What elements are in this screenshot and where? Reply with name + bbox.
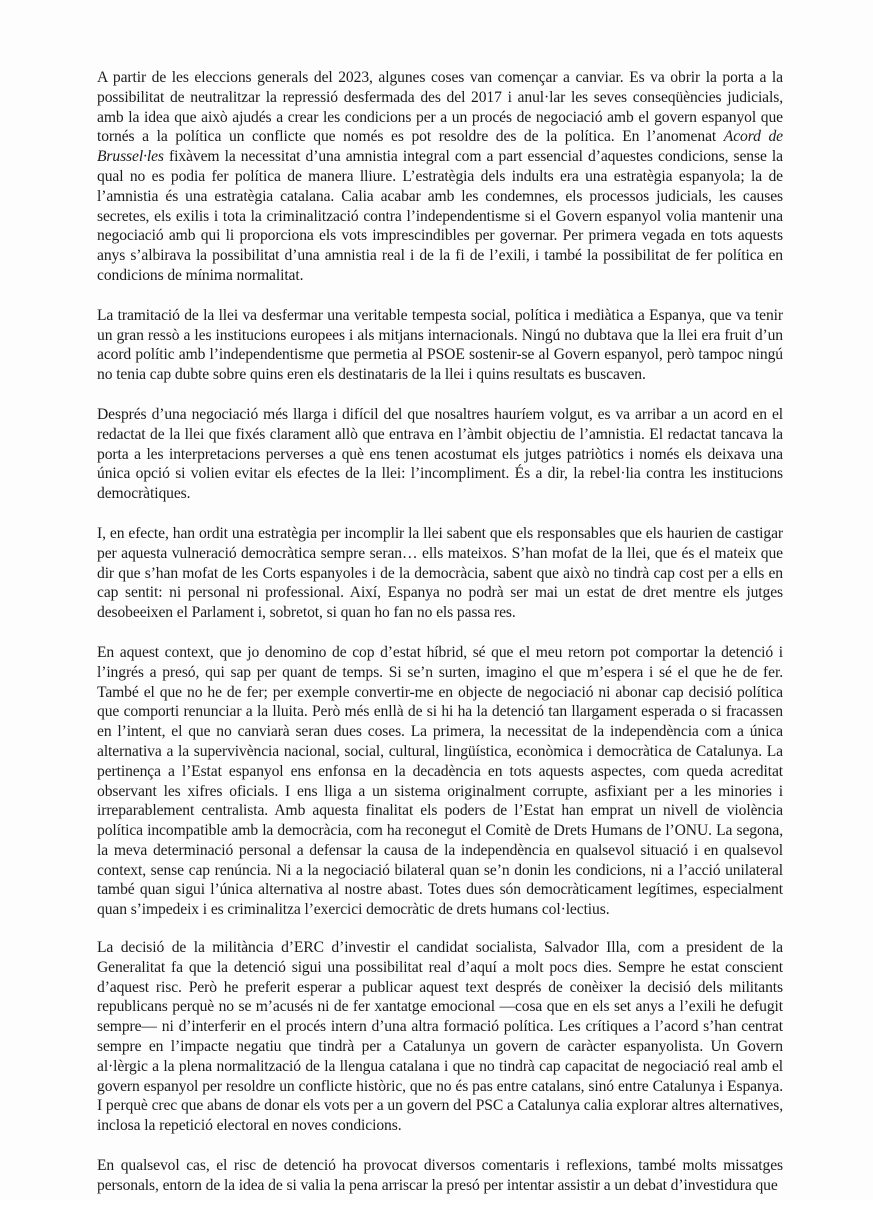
paragraph-4-text: I, en efecte, han ordit una estratègia per incomplir la llei sabent que els responsables que els haurien de castigar per aquesta vulneració democràtica sempre seran… ells mateixos. S’han mofat de la llei, que és el mateix que dir que s’han mofat de les Corts espanyoles i de la democràcia, sabent que això no tindrà cap cost per a ells en cap sentit: ni personal ni professional. Així, Espanya no podrà ser mai un estat de dret mentre els jutges desobeeixen el Parlament i, sobretot, si quan ho fan no els passa res. (97, 524, 783, 622)
paragraph-1-text-a: A partir de les eleccions generals del 2023, algunes coses van començar a canviar. Es va obrir la porta a la possibilitat de neutralitzar la repressió desfermada des del 2017 i anul·lar les seves conseqüències judicials, amb la idea que això ajudés a crear les condicions per a un procés de negociació amb el govern espanyol que tornés a la política un conflicte que només es pot resoldre des de la política. En l’anomenat (97, 69, 783, 146)
paragraph-2-text: La tramitació de la llei va desfermar una veritable tempesta social, política i mediàtica a Espanya, que va tenir un gran ressò a les institucions europees i als mitjans internacionals. Ningú no dubtava que la llei era fruit d’un acord polític amb l’independentisme que permetia al PSOE sostenir-se al Govern espanyol, però tampoc ningú no tenia cap dubte sobre quins eren els destinataris de la llei i quins resultats es buscaven. (97, 306, 783, 384)
paragraph-7 (97, 1156, 783, 1196)
paragraph-4 (97, 524, 783, 623)
paragraph-1-text-b: fixàvem la necessitat d’una amnistia integral com a part essencial d’aquestes condicions, sense la qual no es podia fer política de manera lliure. L’estratègia dels indults era una estratègia espanyola; la de l’amnistia és una estratègia catalana. Calia acabar amb les condemnes, els processos judicials, les causes secretes, els exilis i tota la criminalització contra l’independentisme si el Govern espanyol volia mantenir una negociació amb qui li proporciona els vots imprescindibles per governar. Per primera vegada en tots aquests anys s’albirava la possibilitat d’una amnistia real i de la fi de l’exili, i també la possibilitat de fer política en condicions de mínima normalitat. (97, 148, 783, 284)
paragraph-2 (97, 306, 783, 385)
paragraph-7-text: En qualsevol cas, el risc de detenció ha provocat diversos comentaris i reflexions, també molts missatges personals, entorn de la idea de si valia la pena arriscar la presó per intentar assistir a un debat d’investidura que (97, 1157, 783, 1194)
paragraph-5-text: En aquest context, que jo denomino de cop d’estat híbrid, sé que el meu retorn pot comportar la detenció i l’ingrés a presó, qui sap per quant de temps. Si se’n surten, imagino el que m’espera i sé el que he de fer. També el que no he de fer; per exemple convertir-me en objecte de negociació ni abonar cap decisió política que comporti renunciar a la lluita. Però més enllà de si hi ha la detenció tan llargament esperada o si fracassen en l’intent, el que no canviarà seran dues coses. La primera, la necessitat de la independència com a única alternativa a la supervivència nacional, social, cultural, lingüística, econòmica i democràtica de Catalunya. La pertinença a l’Estat espanyol ens enfonsa en la decadència en tots aquests aspectes, com queda acreditat observant les xifres oficials. I ens lliga a un sistema originalment corrupte, asfixiant per a les minories i irreparablement centralista. Amb aquesta finalitat els poders de l’Estat han emprat un nivell de violència política incompatible amb la democràcia, com ha reconegut el Comitè de Drets Humans de l’ONU. La segona, la meva determinació personal a defensar la causa de la independència en qualsevol situació i en qualsevol context, sense cap renúncia. Ni a la negociació bilateral quan se’n donin les condicions, ni a l’acció unilateral també quan sigui l’única alternativa al nostre abast. Totes dues són democràticament legítimes, especialment quan s’impedeix i es criminalitza l’exercici democràtic de drets humans col·lectius. (97, 643, 783, 919)
paragraph-5 (97, 643, 783, 920)
paragraph-6 (97, 938, 783, 1136)
paragraph-1 (97, 68, 783, 286)
paragraph-6-text: La decisió de la militància d’ERC d’investir el candidat socialista, Salvador Illa, com a president de la Generalitat fa que la detenció sigui una possibilitat real d’aquí a molt pocs dies. Sempre he estat conscient d’aquest risc. Però he preferit esperar a publicar aquest text després de conèixer la decisió dels militants republicans perquè no se m’acusés ni de fer xantatge emocional —cosa que en els set anys a l’exili he defugit sempre— ni d’interferir en el procés intern d’una altra formació política. Les crítiques a l’acord s’han centrat sempre en l’impacte negatiu que tindrà per a Catalunya un govern de caràcter espanyolista. Un Govern al·lèrgic a la plena normalització de la llengua catalana i que no tindrà cap capacitat de negociació real amb el govern espanyol per resoldre un conflicte històric, que no és pas entre catalans, sinó entre Catalunya i Espanya. I perquè crec que abans de donar els vots per a un govern del PSC a Catalunya calia explorar altres alternatives, inclosa la repetició electoral en noves condicions. (97, 939, 783, 1135)
document-body (97, 68, 783, 1216)
paragraph-3 (97, 405, 783, 504)
paragraph-1-italic-title: Acord de Brussel·les (97, 128, 783, 166)
paragraph-3-text: Després d’una negociació més llarga i difícil del que nosaltres hauríem volgut, es va arribar a un acord en el redactat de la llei que fixés clarament allò que entrava en l’àmbit objectiu de l’amnistia. El redactat tancava la porta a les interpretacions perverses a què ens tenen acostumat els jutges patriòtics i només els deixava una única opció si volien evitar els efectes de la llei: l’incompliment. És a dir, la rebel·lia contra les institucions democràtiques. (97, 405, 783, 503)
